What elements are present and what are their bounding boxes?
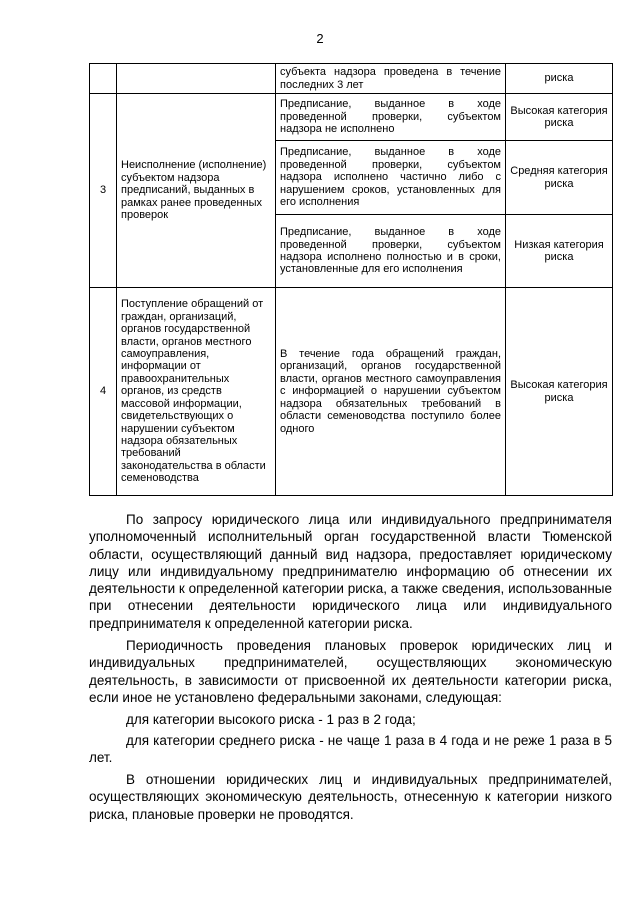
paragraph: Периодичность проведения плановых проверок юридических лиц и индивидуальных предпринимателей, осуществляющих экономическую деятельность, в зависимости от присвоенной их деятельности категории риска, если иное не установлено федеральными законами, следующая:: [89, 638, 612, 705]
indicator-cell: субъекта надзора проведена в течение последних 3 лет: [276, 64, 506, 94]
indicator-cell: Предписание, выданное в ходе проведенной проверки, субъектом надзора исполнено частично либо с нарушением сроков, установленных для его исполнения: [276, 141, 506, 215]
indicator-cell: Предписание, выданное в ходе проведенной проверки, субъектом надзора исполнено полностью и в сроки, установленные для его исполнения: [276, 215, 506, 288]
criterion-cell: Неисполнение (исполнение) субъектом надзора предписаний, выданных в рамках ранее проведенных проверок: [117, 94, 276, 288]
category-cell: риска: [506, 64, 613, 94]
body-text: [89, 511, 612, 828]
paragraph: По запросу юридического лица или индивидуального предпринимателя уполномоченный исполнительный орган государственной власти Тюменской области, осуществляющий данный вид надзора, предоставляет юридическому лицу или индивидуальному предпринимателю информацию об отнесении их деятельности к определенной категории риска, а также сведения, использованные при отнесении деятельности юридического лица или индивидуального предпринимателя к определенной категории риска.: [89, 512, 612, 631]
row-number-cell: [90, 64, 117, 94]
criterion-cell: [117, 64, 276, 94]
category-cell: Высокая категория риска: [506, 94, 613, 141]
risk-criteria-table: [89, 63, 613, 496]
paragraph: для категории среднего риска - не чаще 1 раза в 4 года и не реже 1 раза в 5 лет.: [89, 732, 612, 765]
page-number: 2: [316, 31, 324, 46]
category-cell: Высокая категория риска: [506, 288, 613, 496]
indicator-cell: Предписание, выданное в ходе проведенной проверки, субъектом надзора не исполнено: [276, 94, 506, 141]
row-number-cell: 3: [90, 94, 117, 288]
category-cell: Низкая категория риска: [506, 215, 613, 288]
category-cell: Средняя категория риска: [506, 141, 613, 215]
row-number-cell: 4: [90, 288, 117, 496]
table-row: [90, 288, 613, 496]
table-row: [90, 64, 613, 94]
criterion-cell: Поступление обращений от граждан, организаций, органов государственной власти, органов местного самоуправления, информации от правоохранительных органов, из средств массовой информации, свидетельствующих о нарушении субъектом надзора обязательных требований законодательства в области семеноводства: [117, 288, 276, 496]
table-row: [90, 94, 613, 141]
indicator-cell: В течение года обращений граждан, организаций, органов государственной власти, органов местного самоуправления с информацией о нарушении субъектом надзора обязательных требований в области семеноводства поступило более одного: [276, 288, 506, 496]
paragraph: В отношении юридических лиц и индивидуальных предпринимателей, осуществляющих экономическую деятельность, отнесенную к категории низкого риска, плановые проверки не проводятся.: [89, 772, 612, 822]
paragraph: для категории высокого риска - 1 раз в 2 года;: [126, 712, 416, 728]
